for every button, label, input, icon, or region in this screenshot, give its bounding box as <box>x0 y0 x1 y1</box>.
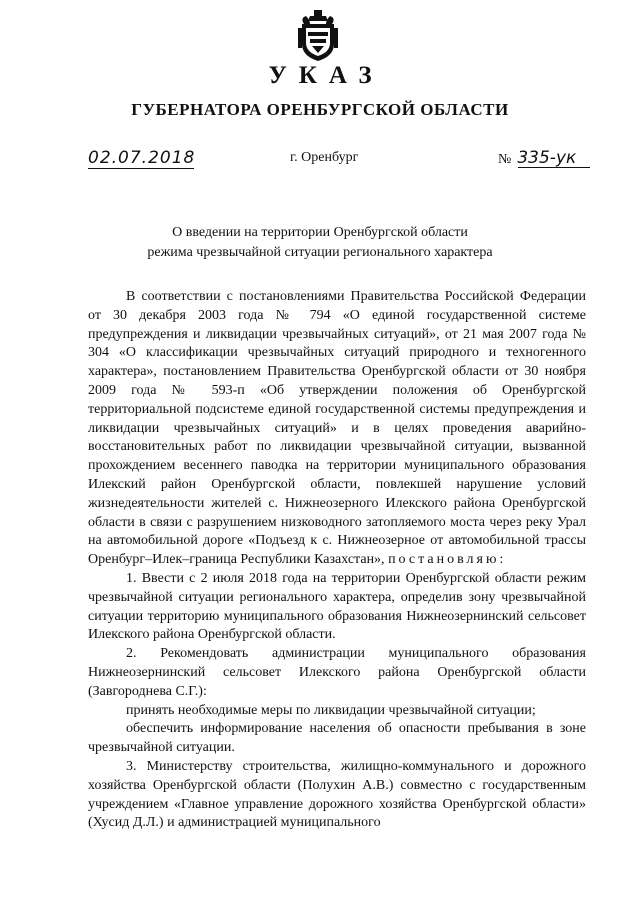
document-number <box>498 148 576 168</box>
date-underline <box>88 168 194 169</box>
item-2a-paragraph: принять необходимые меры по ликвидации чрезвычайной ситуации; <box>126 702 536 718</box>
item-2b-paragraph: обеспечить информирование населения об опасности пребывания в зоне чрезвычайной ситуации. <box>88 721 586 756</box>
subject-line-1: О введении на территории Оренбургской области <box>172 225 468 240</box>
document-body <box>88 288 586 833</box>
subject-line-2: режима чрезвычайной ситуации регионального характера <box>147 245 493 260</box>
preamble-paragraph <box>88 288 586 570</box>
document-subject <box>0 223 640 263</box>
number-value: 335-ук <box>517 148 577 168</box>
item-3-paragraph: 3. Министерству строительства, жилищно-коммунального и дорожного хозяйства Оренбургской области (Полухин А.В.) совместно с государственным учреждением «Главное управление дорожного хозяйства Оренбургской области» (Хусид Д.Л.) и администрацией муниципального <box>88 758 586 831</box>
document-meta <box>88 150 588 172</box>
document-city: г. Оренбург <box>290 150 359 165</box>
orenburg-coat-of-arms-icon <box>298 10 338 62</box>
document-date: 02.07.2018 <box>88 148 196 168</box>
preamble-text: В соответствии с постановлениями Правительства Российской Федерации от 30 декабря 2003 года № 794 «О единой государственной системе предупреждения и ликвидации чрезвычайных ситуаций», от 21 мая 2007 года № 304 «О классификации чрезвычайных ситуаций природного и техногенного характера», постановлением Правительства Оренбургской области от 30 ноября 2009 года № 593-п «Об утверждении положения об Оренбургской территориальной подсистеме единой государственной системы предупреждения и ликвидации чрезвычайных ситуаций» и в целях проведения аварийно-восстановительных работ по ликвидации чрезвычайной ситуации, вызванной прохождением весеннего паводка на территории муниципального образования Илекский район Оренбургской области, повлекшей нарушение условий жизнедеятельности жителей с. Нижнеозерного Илекского района Оренбургской области в связи с разрушением низководного затопляемого моста через реку Урал на автомобильной дороге «Подъезд к с. Нижнеозерное от автомобильной трассы Оренбург–Илек–граница Республики Казахстан», <box>88 289 586 568</box>
item-1-paragraph: 1. Ввести с 2 июля 2018 года на территории Оренбургской области режим чрезвычайной ситуации регионального характера, определив зону чрезвычайной ситуации территорию муниципального образования Нижнеозернинский сельсовет Илекского района Оренбургской области. <box>88 570 586 643</box>
decree-word: постановляю: <box>388 552 507 568</box>
item-2-paragraph: 2. Рекомендовать администрации муниципального образования Нижнеозернинский сельсовет Илекского района Оренбургской области (Завгороднева С.Г.): <box>88 646 586 699</box>
document-issuer: ГУБЕРНАТОРА ОРЕНБУРГСКОЙ ОБЛАСТИ <box>131 100 509 119</box>
document-title: УКАЗ <box>268 62 384 89</box>
number-sign: № <box>498 152 512 167</box>
number-underline <box>518 167 590 168</box>
